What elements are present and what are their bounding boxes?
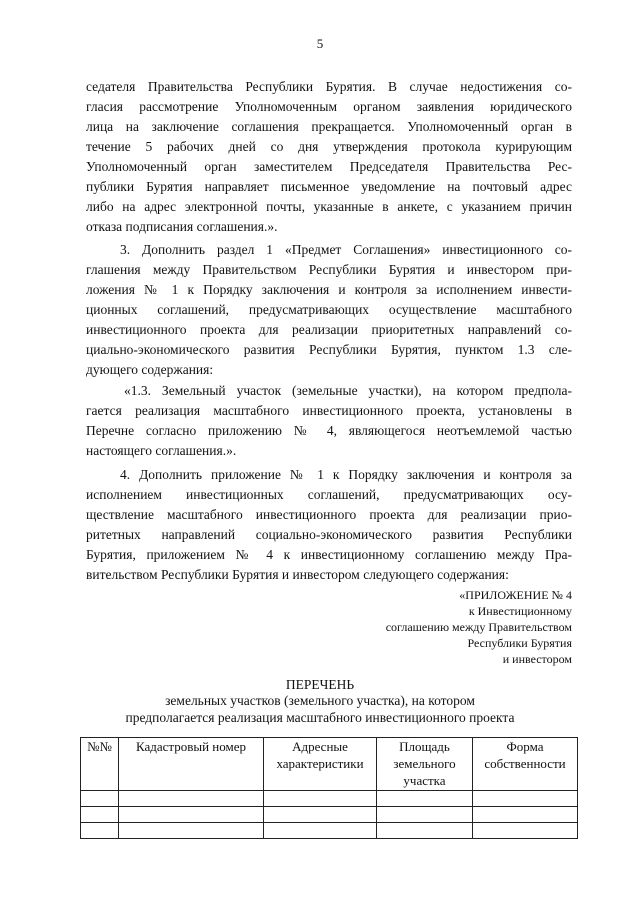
appendix-line: «ПРИЛОЖЕНИЕ № 4	[459, 588, 572, 602]
table-row	[81, 823, 578, 839]
table-cell	[473, 791, 578, 807]
land-parcels-table	[80, 737, 578, 839]
table-cell	[81, 823, 119, 839]
text-line: 4. Дополнить приложение № 1 к Порядку заключения и контроля за	[120, 467, 572, 482]
text-line: публики Бурятия направляет письменное уведомление на почтовый адрес	[86, 179, 572, 194]
appendix-line: к Инвестиционному	[468, 604, 572, 618]
list-subtitle-line: земельных участков (земельного участка), на котором	[165, 693, 475, 708]
header-text: Форма	[506, 739, 544, 754]
table-cell	[81, 791, 119, 807]
table-cell	[377, 807, 473, 823]
header-text: №№	[87, 739, 112, 754]
list-subtitle-line: предполагается реализация масштабного инвестиционного проекта	[125, 710, 515, 725]
table-cell	[264, 791, 377, 807]
text-line: дующего содержания:	[86, 362, 214, 377]
header-text: участка	[403, 773, 446, 788]
text-line: инвестиционного проекта для реализации приоритетных направлений со-	[86, 322, 572, 337]
appendix-line: соглашению между Правительством	[385, 620, 572, 634]
header-text: земельного	[393, 756, 456, 771]
table-cell	[81, 807, 119, 823]
text-line: Уполномоченный орган заместителем Председателя Правительства Рес-	[86, 159, 572, 174]
text-line: течение 5 рабочих дней со дня утверждения протокола курирующим	[86, 139, 572, 154]
text-line: лица на заключение соглашения прекращается. Уполномоченный орган в	[86, 119, 572, 134]
table-row	[81, 791, 578, 807]
table-body	[81, 791, 578, 839]
header-text: Адресные	[292, 739, 348, 754]
table-cell	[119, 823, 264, 839]
header-text: Кадастровый номер	[135, 739, 247, 754]
text-line: ществление масштабного инвестиционного проекта для реализации прио-	[86, 507, 572, 522]
table-header-cell	[377, 738, 473, 791]
text-line: ционных соглашений, предусматривающих осуществление масштабного	[86, 302, 572, 317]
text-line: циально-экономического развития Республики Бурятия, пунктом 1.3 сле-	[86, 342, 572, 357]
text-line: Перечне согласно приложению № 4, являющегося неотъемлемой частью	[86, 423, 572, 438]
text-line: ложения № 1 к Порядку заключения и контроля за исполнением инвести-	[86, 282, 572, 297]
text-line: отказа подписания соглашения.».	[86, 219, 278, 234]
table-cell	[473, 807, 578, 823]
text-line: гласия рассмотрение Уполномоченным органом заявления юридического	[86, 99, 572, 114]
header-text: характеристики	[276, 756, 364, 771]
header-text: Площадь	[399, 739, 450, 754]
text-line: вительством Республики Бурятия и инвестором следующего содержания:	[86, 567, 509, 582]
list-title: ПЕРЕЧЕНЬ	[285, 677, 355, 692]
table-cell	[119, 807, 264, 823]
text-line: исполнением инвестиционных соглашений, предусматривающих осу-	[86, 487, 572, 502]
table-cell	[119, 791, 264, 807]
table-row	[81, 807, 578, 823]
table-cell	[264, 823, 377, 839]
table-header-cell	[119, 738, 264, 791]
table-cell	[377, 791, 473, 807]
table-cell	[377, 823, 473, 839]
text-line: гается реализация масштабного инвестиционного проекта, установлены в	[86, 403, 572, 418]
text-line: «1.3. Земельный участок (земельные участки), на котором предпола-	[124, 383, 572, 398]
text-line: ритетных направлений социально-экономического развития Республики	[86, 527, 572, 542]
table-header-cell	[81, 738, 119, 791]
page-number: 5	[316, 36, 324, 51]
text-line: глашения между Правительством Республики Бурятия и инвестором при-	[86, 262, 572, 277]
appendix-line: Республики Бурятия	[467, 636, 572, 650]
text-line: 3. Дополнить раздел 1 «Предмет Соглашения» инвестиционного со-	[120, 242, 572, 257]
text-line: Бурятия, приложением № 4 к инвестиционному соглашению между Пра-	[86, 547, 572, 562]
table-cell	[473, 823, 578, 839]
text-line: настоящего соглашения.».	[86, 443, 237, 458]
table-header-row	[81, 738, 578, 791]
appendix-line: и инвестором	[502, 652, 572, 666]
header-text: собственности	[484, 756, 566, 771]
table-cell	[264, 807, 377, 823]
text-line: седателя Правительства Республики Бурятия. В случае недостижения со-	[86, 79, 572, 94]
table-header-cell	[264, 738, 377, 791]
text-line: либо на адрес электронной почты, указанные в анкете, с указанием причин	[86, 199, 572, 214]
table-header-cell	[473, 738, 578, 791]
